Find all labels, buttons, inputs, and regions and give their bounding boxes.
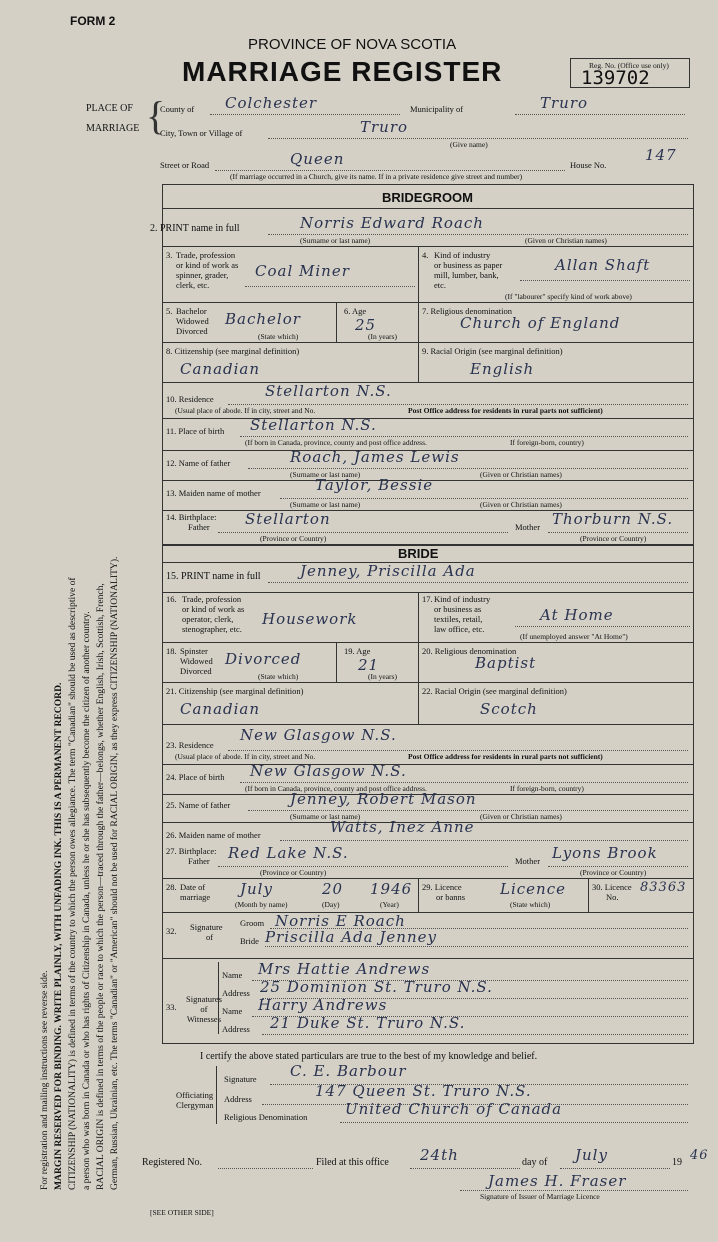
f8-label: 8. Citizenship (see marginal definition) [166, 346, 300, 356]
bride-heading: BRIDE [398, 546, 439, 561]
bride-name: Jenney, Priscilla Ada [300, 562, 476, 580]
f4-label: Kind of industry or business as paper mill, lumber, bank, etc. [434, 250, 503, 290]
f12-label: 12. Name of father [166, 458, 231, 468]
give-name-note: (Give name) [450, 140, 488, 149]
groom-citizenship: Canadian [180, 360, 261, 378]
street-value: Queen [290, 150, 345, 168]
f30-label: 30. Licence No. [592, 882, 632, 902]
f10-label: 10. Residence [166, 394, 214, 404]
witness-1-name: Mrs Hattie Andrews [258, 960, 431, 978]
place-label-1: PLACE OF [86, 103, 133, 114]
witness-1-address: 25 Dominion St. Truro N.S. [260, 978, 493, 996]
f2-sub2: (Given or Christian names) [525, 236, 607, 245]
sidebar-line-4: a person who was born in Canada or who has rights of Citizenship in Canada, unless he or she has subsequently become the citizen of another country. [81, 611, 92, 1190]
f29-label: 29. Licence or banns [422, 882, 466, 902]
w2-name-label: Name [222, 1006, 243, 1016]
groom-industry: Allan Shaft [555, 256, 651, 274]
groom-birthplace: Stellarton N.S. [250, 416, 377, 434]
clergyman-signature: C. E. Barbour [290, 1062, 407, 1080]
bride-birthplace: New Glasgow N.S. [250, 762, 407, 780]
bride-status: Divorced [225, 650, 302, 668]
bride-signature: Priscilla Ada Jenney [265, 928, 437, 946]
bride-mother: Watts, Inez Anne [330, 818, 475, 836]
groom-signature: Norris E Roach [275, 912, 406, 930]
f13-label: 13. Maiden name of mother [166, 488, 261, 498]
groom-age: 25 [355, 316, 377, 334]
f12-sub1: (Surname or last name) [290, 470, 361, 479]
f6-label: 6. Age [344, 306, 367, 316]
f28-sub3: (Year) [380, 900, 399, 909]
f23-sub2: Post Office address for residents in rural parts not sufficient) [408, 752, 603, 761]
f25-sub1: (Surname or last name) [290, 812, 361, 821]
filed-label: Filed at this office [316, 1157, 389, 1168]
groom-occupation: Coal Miner [255, 262, 350, 280]
officiating-label: Officiating Clergyman [176, 1090, 214, 1110]
f27-sub2: (Province or Country) [580, 868, 647, 877]
bride-residence: New Glasgow N.S. [240, 726, 397, 744]
f14-label-2: Father [188, 522, 210, 532]
f16-label: Trade, profession or kind of work as operator, clerk, stenographer, etc. [182, 594, 245, 634]
bride-industry: At Home [540, 606, 614, 624]
sidebar-line-1: For registration and mailing instructions see reverse side. [39, 970, 50, 1190]
f28-sub2: (Day) [322, 900, 340, 909]
f13-sub2: (Given or Christian names) [480, 500, 562, 509]
f18-label: Spinster Widowed Divorced [180, 646, 213, 676]
f20-label: 20. Religious denomination [422, 646, 517, 656]
f3-label: Trade, profession or kind of work as spinner, grader, clerk, etc. [176, 250, 239, 290]
bride-mother-birthplace: Lyons Brook [552, 844, 658, 862]
f23-sub1: (Usual place of abode. If in city, street and No. [175, 752, 316, 761]
sidebar-line-3: CITIZENSHIP (NATIONALITY) is defined in terms of the country to which the person owes allegiance. The term "Canadian" should be used as descriptive of [67, 577, 78, 1190]
bride-father: Jenney, Robert Mason [290, 790, 477, 808]
house-label: House No. [570, 160, 607, 170]
marriage-year: 1946 [370, 880, 413, 898]
f19-label: 19. Age [344, 646, 371, 656]
f10-sub2: Post Office address for residents in rural parts not sufficient) [408, 406, 603, 415]
groom-status: Bachelor [225, 310, 301, 328]
f12-sub2: (Given or Christian names) [480, 470, 562, 479]
f2-sub1: (Surname or last name) [300, 236, 371, 245]
off-sig-label: Signature [224, 1074, 257, 1084]
off-religion-label: Religious Denomination [224, 1112, 308, 1122]
licence-or-banns: Licence [500, 880, 566, 898]
f14-sub1: (Province or Country) [260, 534, 327, 543]
reg-no-box [570, 58, 690, 88]
f17-note: (If unemployed answer "At Home") [520, 632, 628, 641]
f28-label: Date of marriage [180, 882, 211, 902]
day-of-label: day of [522, 1157, 548, 1168]
filed-year-prefix: 19 [672, 1157, 682, 1168]
f17-label: Kind of industry or business as textiles, retail, law office, etc. [434, 594, 491, 634]
marriage-day: 20 [322, 880, 344, 898]
place-note: (If marriage occurred in a Church, give its name. If in a private residence give street and number) [230, 172, 523, 181]
place-label-2: MARRIAGE [86, 123, 140, 134]
f33-label: Signatures of Witnesses [186, 994, 222, 1024]
f24-label: 24. Place of birth [166, 772, 225, 782]
bride-racial-origin: Scotch [480, 700, 538, 718]
sidebar-line-2: MARGIN RESERVED FOR BINDING. WRITE PLAINLY, WITH UNFADING INK. THIS IS A PERMANENT RECORD. [53, 682, 64, 1190]
f5-num: 5. [166, 306, 173, 316]
groom-sig-label: Groom [240, 918, 265, 928]
groom-racial-origin: English [470, 360, 535, 378]
f17-num: 17. [422, 594, 433, 604]
f14-label-1: 14. Birthplace: [166, 512, 217, 522]
f27-mother-label: Mother [515, 856, 541, 866]
bride-sig-label: Bride [240, 936, 259, 946]
marginal-definitions [0, 0, 160, 1242]
f16-num: 16. [166, 594, 177, 604]
f33-num: 33. [166, 1002, 177, 1012]
issuer-label: Signature of Issuer of Marriage Licence [480, 1192, 600, 1201]
f22-label: 22. Racial Origin (see marginal definition) [422, 686, 567, 696]
county-label: County of [160, 104, 195, 114]
bride-citizenship: Canadian [180, 700, 261, 718]
f5-sub: (State which) [258, 332, 299, 341]
city-label: City, Town or Village of [160, 128, 243, 138]
f28-num: 28. [166, 882, 177, 892]
witness-2-address: 21 Duke St. Truro N.S. [270, 1014, 466, 1032]
province-heading: PROVINCE OF NOVA SCOTIA [248, 36, 457, 53]
filed-month: July [575, 1146, 608, 1164]
bride-age: 21 [358, 656, 380, 674]
off-address-label: Address [224, 1094, 252, 1104]
f18-sub: (State which) [258, 672, 299, 681]
street-label: Street or Road [160, 160, 210, 170]
w1-name-label: Name [222, 970, 243, 980]
f32-label: Signature of [190, 922, 223, 942]
f6-sub: (In years) [368, 332, 397, 341]
marriage-month: July [240, 880, 273, 898]
sidebar-line-6: German, Russian, Ukrainian, etc. The terms "Canadian" or "American" should not be used for RACIAL ORIGIN, as they express CITIZENSHIP (NATIONALITY). [109, 556, 120, 1190]
f4-note: (If "labourer" specify kind of work above) [505, 292, 632, 301]
certify-text: I certify the above stated particulars are true to the best of my knowledge and belief. [200, 1051, 538, 1062]
f23-label: 23. Residence [166, 740, 214, 750]
reg-no-label: Reg. No. (Office use only) [589, 61, 669, 70]
groom-father-birthplace: Stellarton [245, 510, 331, 528]
city-value: Truro [360, 118, 409, 136]
bridegroom-heading: BRIDEGROOM [382, 190, 473, 205]
see-other-side: [SEE OTHER SIDE] [150, 1208, 214, 1217]
f15-label: 15. PRINT name in full [166, 571, 261, 582]
f7-label: 7. Religious denomination [422, 306, 512, 316]
f25-label: 25. Name of father [166, 800, 231, 810]
groom-residence: Stellarton N.S. [265, 382, 392, 400]
w2-address-label: Address [222, 1024, 250, 1034]
f10-sub1: (Usual place of abode. If in city, street and No. [175, 406, 316, 415]
municipality-label: Municipality of [410, 104, 464, 114]
f21-label: 21. Citizenship (see marginal definition) [166, 686, 304, 696]
reg-no-value: 139702 [581, 67, 650, 89]
f27-label-2: Father [188, 856, 210, 866]
f18-num: 18. [166, 646, 177, 656]
f24-sub1: (If born in Canada, province, county and post office address. [245, 784, 427, 793]
sidebar-line-5: RACIAL ORIGIN is defined in terms of the people or race to which the person—traced through the father—belongs, whether English, Irish, Scottish, French, [95, 583, 106, 1190]
filed-year: 46 [690, 1148, 709, 1163]
f28-sub1: (Month by name) [235, 900, 288, 909]
f24-sub2: If foreign-born, country) [510, 784, 584, 793]
f14-mother-label: Mother [515, 522, 541, 532]
groom-religion: Church of England [460, 314, 621, 332]
bride-occupation: Housework [262, 610, 358, 628]
page-title: MARRIAGE REGISTER [182, 56, 503, 87]
f11-label: 11. Place of birth [166, 426, 225, 436]
bride-father-birthplace: Red Lake N.S. [228, 844, 349, 862]
registered-label: Registered No. [142, 1157, 202, 1168]
issuer-signature: James H. Fraser [488, 1172, 627, 1190]
f19-sub: (In years) [368, 672, 397, 681]
f13-sub1: (Surname or last name) [290, 500, 361, 509]
f29-sub: (State which) [510, 900, 551, 909]
groom-mother: Taylor, Bessie [315, 476, 434, 494]
witness-2-name: Harry Andrews [258, 996, 388, 1014]
f27-sub1: (Province or Country) [260, 868, 327, 877]
f32-num: 32. [166, 926, 177, 936]
groom-name: Norris Edward Roach [300, 214, 484, 232]
form-label: FORM 2 [70, 14, 116, 28]
county-value: Colchester [225, 94, 318, 112]
groom-mother-birthplace: Thorburn N.S. [552, 510, 674, 528]
f27-label-1: 27. Birthplace: [166, 846, 217, 856]
f3-num: 3. [166, 250, 173, 260]
municipality-value: Truro [540, 94, 589, 112]
groom-father: Roach, James Lewis [290, 448, 460, 466]
house-value: 147 [645, 146, 677, 164]
filed-day: 24th [420, 1146, 459, 1164]
f5-label: Bachelor Widowed Divorced [176, 306, 209, 336]
f2-label: 2. PRINT name in full [150, 223, 240, 234]
licence-number: 83363 [640, 880, 687, 895]
f11-sub1: (If born in Canada, province, county and post office address. [245, 438, 427, 447]
f11-sub2: If foreign-born, country) [510, 438, 584, 447]
clergyman-address: 147 Queen St. Truro N.S. [315, 1082, 532, 1100]
clergyman-religion: United Church of Canada [345, 1100, 563, 1118]
f9-label: 9. Racial Origin (see marginal definition) [422, 346, 563, 356]
f25-sub2: (Given or Christian names) [480, 812, 562, 821]
bride-religion: Baptist [475, 654, 537, 672]
w1-address-label: Address [222, 988, 250, 998]
f14-sub2: (Province or Country) [580, 534, 647, 543]
f26-label: 26. Maiden name of mother [166, 830, 261, 840]
f4-num: 4. [422, 250, 429, 260]
